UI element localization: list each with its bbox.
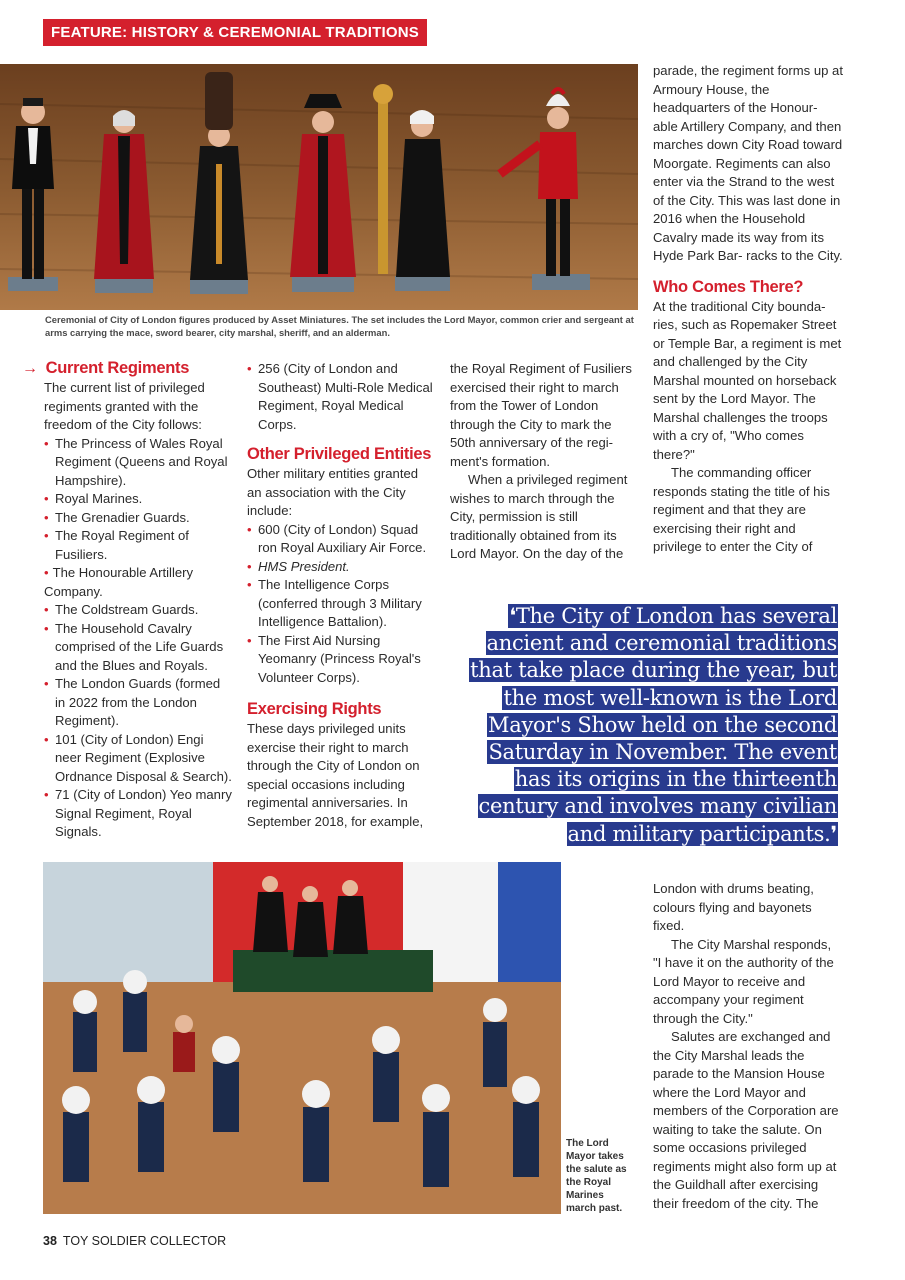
hms-president-text: HMS President. [258,558,350,574]
heading-exercising-rights: Exercising Rights [247,700,382,718]
pull-quote [448,603,838,848]
section-tag: FEATURE: HISTORY & CEREMONIAL TRADITIONS [43,19,427,46]
bottom-photo-caption: The Lord Mayor takes the salute as the Royal Marines march past. [566,1138,627,1214]
close-quote-icon: ❜ [830,821,837,846]
royal-marines-photo [43,862,561,1214]
arrow-right-icon: → [22,360,38,377]
list-item: • The First Aid Nursing Yeomanry (Princess Royal's Volunteer Corps). [247,632,433,688]
page-footer [43,1234,226,1248]
top-photo-caption: Ceremonial of City of London figures produced by Asset Miniatures. The set includes the Lord Mayor, common crier and sergeant at arms carrying the mace, sword bearer, city marshal, sheriff, and an alderman. [45,314,634,338]
pull-quote-text: The City of London has several ancient and ceremonial traditions that take place during the year, but the most well-known is the Lord Mayor's Show held on the second Saturday in November. The event has its origins in the thirteenth century and involves many civilian and military participants. [470,604,837,846]
col5-paragraph-1: London with drums beating, colours flying and bayonets fixed. [653,881,814,933]
list-item: • 101 (City of London) Engi neer Regiment (Explosive Ordnance Disposal & Search). [44,731,232,787]
list-item [247,558,433,577]
column-3 [450,360,640,564]
list-item: • The Coldstream Guards. [44,601,232,620]
current-regiments-intro: The current list of privileged regiments granted with the freedom of the City follows: [44,380,205,432]
list-item: • The Honourable Artillery Company. [44,564,232,601]
column-5 [653,880,843,1213]
list-item: • 256 (City of London and Southeast) Multi-Role Medical Regiment, Royal Medical Corps. [247,360,433,434]
other-entities-list [247,521,433,688]
list-item: • The London Guards (formed in 2022 from the London Regiment). [44,675,232,731]
ceremonial-figures-image [0,64,638,310]
list-item: • The Household Cavalry comprised of the Life Guards and the Blues and Royals. [44,620,232,676]
magazine-name: TOY SOLDIER COLLECTOR [62,1234,227,1248]
open-quote-icon: ❛ [509,604,516,628]
royal-marines-image [43,862,561,1214]
other-entities-intro: Other military entities granted an association with the City include: [247,466,419,518]
dignitaries-group [253,876,368,957]
list-item: • The Intelligence Corps (conferred through 3 Military Intelligence Battalion). [247,576,433,632]
list-item: • The Grenadier Guards. [44,509,232,528]
heading-current-regiments: Current Regiments [45,359,190,377]
col4-paragraph-2: At the traditional City bounda- ries, such as Ropemaker Street or Temple Bar, a regiment is met and challenged by the City Marshal mounted on horseback sent by the Lord Mayor. The Marshal challenges the troops with a cry of, "Who comes there?" [653,298,842,462]
col3-paragraph-1: the Royal Regiment of Fusiliers exercised their right to march from the Tower of London through the City to mark the 50th anniversary of the regi- ment's formation. [450,361,632,469]
col4-paragraph-1: parade, the regiment forms up at Armoury House, the headquarters of the Honour- able Artillery Company, and then marches down City Road toward Moorgate. Regiments can also enter via the Strand to the west of the City. This was last done in 2016 when the Household Cavalry made its way from its Hyde Park Bar- racks to the City. [653,63,843,263]
list-item: • 71 (City of London) Yeo manry Signal Regiment, Royal Signals. [44,786,232,842]
list-item: • Royal Marines. [44,490,232,509]
col5-paragraph-2: The City Marshal responds, "I have it on the authority of the Lord Mayor to receive and accompany your regiment through the City." [653,936,834,1026]
page-number: 38 [43,1234,57,1248]
list-item: • The Royal Regiment of Fusiliers. [44,527,232,564]
column-2 [247,360,433,831]
ceremonial-figures-photo [0,64,638,310]
exercising-rights-text: These days privileged units exercise their right to march through the City of London on special occasions including regimental anniversaries. In September 2018, for example, [247,721,424,829]
column-1 [22,358,232,842]
heading-who-comes-there: Who Comes There? [653,277,804,296]
column-4 [653,62,843,557]
col3-paragraph-2: When a privileged regiment wishes to march through the City, permission is still traditionally obtained from its Lord Mayor. On the day of the [450,472,628,561]
col5-paragraph-3: Salutes are exchanged and the City Marshal leads the parade to the Mansion House where the Lord Mayor and members of the Corporation are waiting to take the salute. On some occasions privileged regiments might also form up at the Guildhall after exercising their freedom of the city. The [653,1029,839,1211]
heading-other-privileged-entities: Other Privileged Entities [247,445,432,463]
list-item: • 600 (City of London) Squad ron Royal Auxiliary Air Force. [247,521,433,558]
current-regiments-list [44,435,232,842]
list-item: • The Princess of Wales Royal Regiment (Queens and Royal Hampshire). [44,435,232,491]
col4-paragraph-3: The commanding officer responds stating the title of his regiment and that they are exercising their right and privilege to enter the City of [653,465,830,554]
